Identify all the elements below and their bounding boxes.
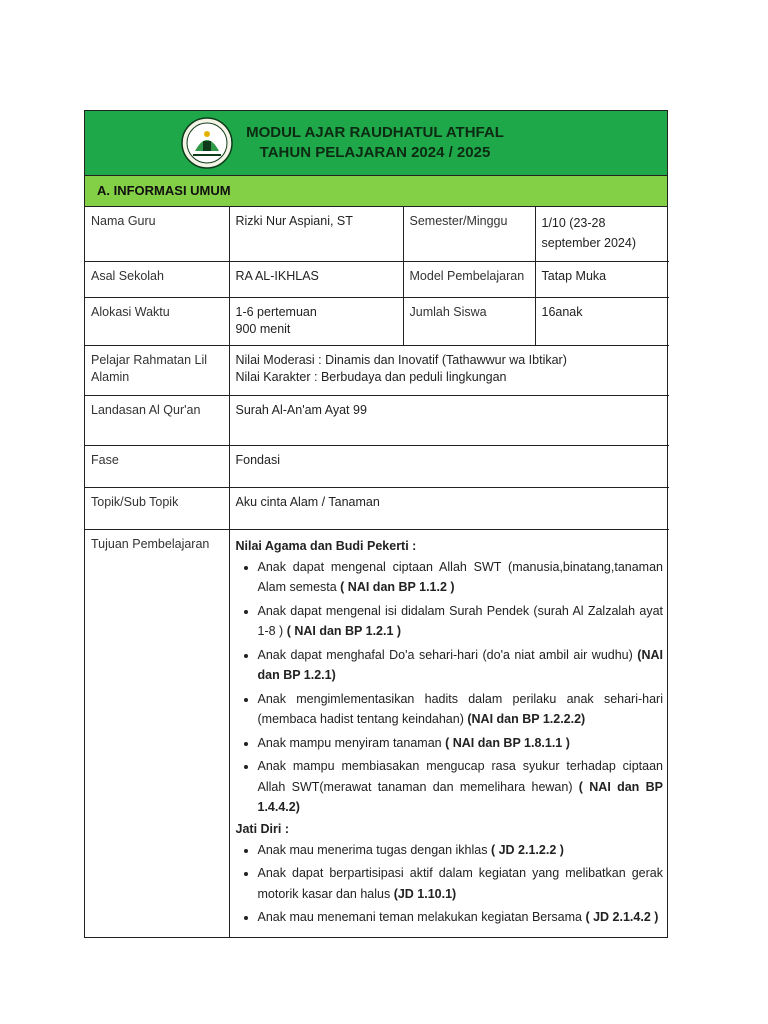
list-item: • Anak mau menemani teman melakukan kegiatan Bersama ( JD 2.1.4.2 ) (258, 907, 664, 928)
list-item: • Anak mampu menyiram tanaman ( NAI dan BP 1.8.1.1 ) (258, 733, 664, 754)
list-item: • Anak mengimlementasikan hadits dalam perilaku anak sehari-hari (membaca hadist tentang keindahan) (NAI dan BP 1.2.2.2) (258, 689, 664, 730)
semester-value: 1/10 (23-28 september 2024) (535, 207, 669, 261)
list-item: • Anak dapat mengenal isi didalam Surah Pendek (surah Al Zalzalah ayat 1-8 ) ( NAI dan BP 1.2.1 ) (258, 601, 664, 642)
list-item: • Anak dapat mengenal ciptaan Allah SWT (manusia,binatang,tanaman Alam semesta ( NAI dan BP 1.1.2 ) (258, 557, 664, 598)
topik-value: Aku cinta Alam / Tanaman (229, 487, 669, 529)
list-item: • Anak mampu membiasakan mengucap rasa syukur terhadap ciptaan Allah SWT(merawat tanaman dan memelihara hewan) ( NAI dan BP 1.4.4.2) (258, 756, 664, 818)
table-row (85, 445, 669, 487)
landasan-label: Landasan Al Qur'an (85, 395, 229, 445)
title-line-2: TAHUN PELAJARAN 2024 / 2025 (259, 144, 491, 161)
pelajar-value (229, 345, 669, 395)
nama-guru-value: Rizki Nur Aspiani, ST (229, 207, 403, 261)
alokasi-value-line-1: 1-6 pertemuan (235, 304, 317, 319)
alokasi-value-line-2: 900 menit (235, 321, 291, 336)
tujuan-label: Tujuan Pembelajaran (85, 529, 229, 937)
jumlah-value: 16anak (535, 297, 669, 345)
asal-sekolah-value: RA AL-IKHLAS (229, 261, 403, 297)
table-row (85, 207, 669, 261)
fase-label: Fase (85, 445, 229, 487)
document-header (85, 111, 667, 176)
jumlah-label: Jumlah Siswa (403, 297, 535, 345)
topik-label: Topik/Sub Topik (85, 487, 229, 529)
pelajar-value-line-2: Nilai Karakter : Berbudaya dan peduli lingkungan (235, 369, 507, 384)
semester-label: Semester/Minggu (403, 207, 535, 261)
title-line-1: MODUL AJAR RAUDHATUL ATHFAL (246, 124, 504, 141)
tujuan-value (229, 529, 669, 937)
pelajar-value-line-1: Nilai Moderasi : Dinamis dan Inovatif (Tathawwur wa Ibtikar) (235, 352, 567, 367)
pelajar-label: Pelajar Rahmatan Lil Alamin (85, 345, 229, 395)
nai-goal-list (236, 557, 664, 818)
module-document (84, 110, 668, 938)
landasan-value: Surah Al-An'am Ayat 99 (229, 395, 669, 445)
table-row (85, 345, 669, 395)
table-row (85, 261, 669, 297)
document-title (245, 123, 505, 163)
info-table (85, 207, 669, 937)
table-row (85, 487, 669, 529)
list-item: • Anak dapat menghafal Do'a sehari-hari (do'a niat ambil air wudhu) (NAI dan BP 1.2.1) (258, 645, 664, 686)
jd-goal-list (236, 840, 664, 928)
model-value: Tatap Muka (535, 261, 669, 297)
list-item: • Anak mau menerima tugas dengan ikhlas ( JD 2.1.2.2 ) (258, 840, 664, 861)
fase-value: Fondasi (229, 445, 669, 487)
nai-heading: Nilai Agama dan Budi Pekerti : (235, 538, 417, 553)
table-row (85, 395, 669, 445)
model-label: Model Pembelajaran (403, 261, 535, 297)
section-informasi-umum: A. INFORMASI UMUM (85, 176, 667, 207)
jd-heading: Jati Diri : (235, 821, 289, 836)
nama-guru-label: Nama Guru (85, 207, 229, 261)
alokasi-label: Alokasi Waktu (85, 297, 229, 345)
table-row (85, 297, 669, 345)
alokasi-value (229, 297, 403, 345)
list-item: • Anak dapat berpartisipasi aktif dalam kegiatan yang melibatkan gerak motorik kasar dan halus (JD 1.10.1) (258, 863, 664, 904)
asal-sekolah-label: Asal Sekolah (85, 261, 229, 297)
table-row (85, 529, 669, 937)
school-emblem-icon (181, 117, 233, 169)
